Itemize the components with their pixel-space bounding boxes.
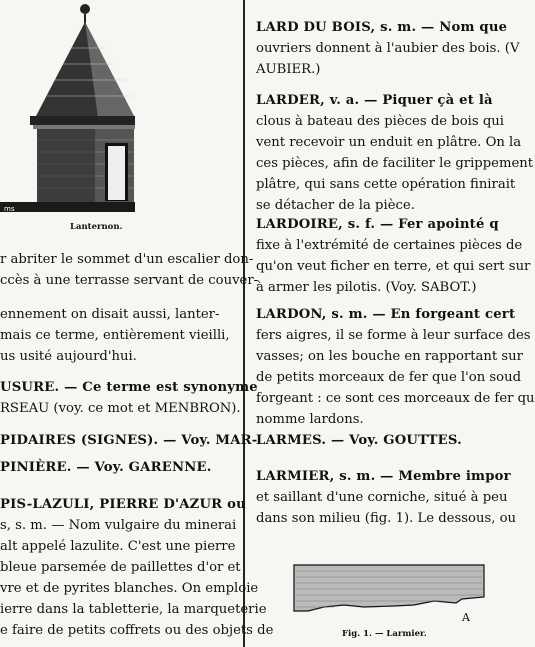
entry-lapis-lazuli: PIS-LAZULI, PIERRE D'AZUR ou s, s. m. — Nom vulgaire du minerai alt appelé lazulite. C'est une pierre bleue parsemée de paillettes d'or et vre et de pyrites blanches. On emploie ierre dans la tabletterie, la marqueterie e faire de petits coffrets ou des objets de [0, 497, 274, 638]
entry-lardon: LARDON, s. m. — En forgeant cert fers aigres, il se forme à leur surface des vasses; on les bouche en rapportant sur de petits morceaux de fer que l'on soud forgeant : ce sont ces morceaux de fer qu nomme lardons. [256, 307, 535, 427]
entry-lapiniere: PINIÈRE. — Voy. GARENNE. [0, 460, 212, 475]
lanternon-paragraph-1: r abriter le sommet d'un escalier don- ccès à une terrasse servant de couver- [0, 252, 259, 288]
figure-point-label: A [462, 611, 470, 624]
entry-lapusure: USURE. — Ce terme est synonyme RSEAU (voy. ce mot et MENBRON). [0, 380, 258, 416]
right-column [256, 0, 535, 647]
entry-lardoire: LARDOIRE, s. f. — Fer apointé q fixe à l'extrémité de certaines pièces de qu'on veut ficher en terre, et qui sert sur à armer les pilotis. (Voy. SABOT.) [256, 217, 531, 295]
lantern-illustration [0, 0, 135, 214]
entry-lapidaires: PIDAIRES (SIGNES). — Voy. MAR- [0, 433, 258, 448]
entry-lard-du-bois: LARD DU BOIS, s. m. — Nom que ouvriers donnent à l'aubier des bois. (V AUBIER.) [256, 20, 520, 77]
entry-larmier: LARMIER, s. m. — Membre impor et saillant d'une corniche, situé à peu dans son milieu (fig. 1). Le dessous, ou [256, 469, 517, 526]
entry-larmes: LARMES. — Voy. GOUTTES. [256, 433, 462, 448]
larmier-molding-illustration [294, 565, 484, 625]
svg-text:ms: ms [4, 205, 15, 213]
lantern-caption: Lanternon. [70, 222, 123, 232]
lanternon-paragraph-2: ennement on disait aussi, lanter- mais ce terme, entièrement vieilli, us usité aujourd'hui. [0, 307, 230, 364]
larmier-caption: Fig. 1. — Larmier. [342, 629, 427, 639]
entry-larder: LARDER, v. a. — Piquer çà et là clous à bateau des pièces de bois qui vent recevoir un enduit en plâtre. On la ces pièces, afin de faciliter le grippement plâtre, qui sans cette opération finirait se détacher de la pièce. [256, 93, 534, 213]
